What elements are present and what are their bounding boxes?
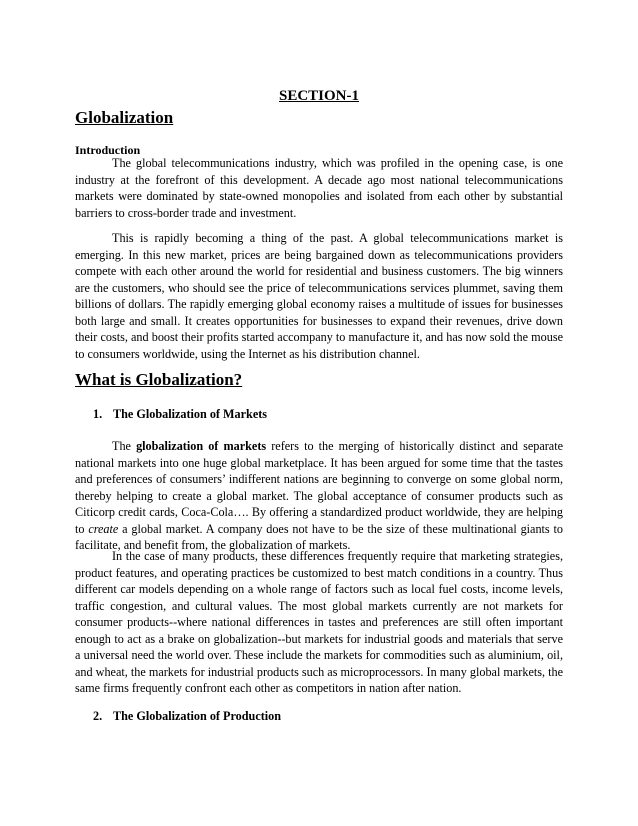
subsection-number: 2. xyxy=(93,709,103,723)
heading-what-is-globalization: What is Globalization? xyxy=(75,370,243,389)
subsection-heading-markets xyxy=(93,407,267,422)
bold-term: globalization of markets xyxy=(136,439,267,453)
markets-paragraph-2: In the case of many products, these differences frequently require that marketing strategies, product features, and operating practices be customized to best match conditions in a country. Thus different car models depending on a whole range of factors such as local fuel costs, income levels, traffic congestion, and cultural values. The most global markets currently are not markets for consumer products--where national differences in tastes and preferences are still often important enough to act as a brake on globalization--but markets for industrial goods and materials that serve a universal need the world over. These include the markets for commodities such as aluminium, oil, and wheat, the markets for industrial products such as microprocessors. In many global markets, the same firms frequently confront each other as competitors in nation after nation. xyxy=(75,549,563,695)
subsection-heading-production xyxy=(93,709,281,724)
heading-globalization: Globalization xyxy=(75,108,174,127)
intro-paragraph-2: This is rapidly becoming a thing of the past. A global telecommunications market is emerging. In this new market, prices are being bargained down as telecommunications providers compete with each other around the world for residential and business customers. The big winners are the customers, who should see the price of telecommunications services plummet, saving them billions of dollars. The rapidly emerging global economy raises a multitude of issues for businesses both large and small. It creates opportunities for businesses to expand their revenues, drive down their costs, and boost their profits started accompany to manufacture it, and has now sold the mouse to consumers worldwide, using the Internet as his distribution channel. xyxy=(75,231,563,361)
subsection-number: 1. xyxy=(93,407,103,421)
intro-paragraph-1: The global telecommunications industry, which was profiled in the opening case, is one industry at the forefront of this development. A decade ago most national telecommunications markets were dominated by state-owned monopolies and isolated from each other by substantial barriers to cross-border trade and investment. xyxy=(75,156,563,220)
italic-term: create xyxy=(88,521,119,536)
heading-introduction: Introduction xyxy=(75,143,141,157)
section-title: SECTION-1 xyxy=(278,88,360,104)
markets-paragraph-1: The globalization of markets refers to the merging of historically distinct and separate national markets into one huge global marketplace. It has been argued for some time that the tastes and preferences of consumers’ indifferent nations are beginning to converge on some global norm, thereby helping to create a global market. The global acceptance of consumer products such as Citicorp credit cards, Coca-Cola…. By offering a standardized product worldwide, they are helping to create a global market. A company does not have to be the size of these multinational giants to facilitate, and benefit from, the globalization of markets. xyxy=(75,439,563,552)
subsection-title: The Globalization of Markets xyxy=(113,407,268,421)
subsection-title: The Globalization of Production xyxy=(113,709,282,723)
